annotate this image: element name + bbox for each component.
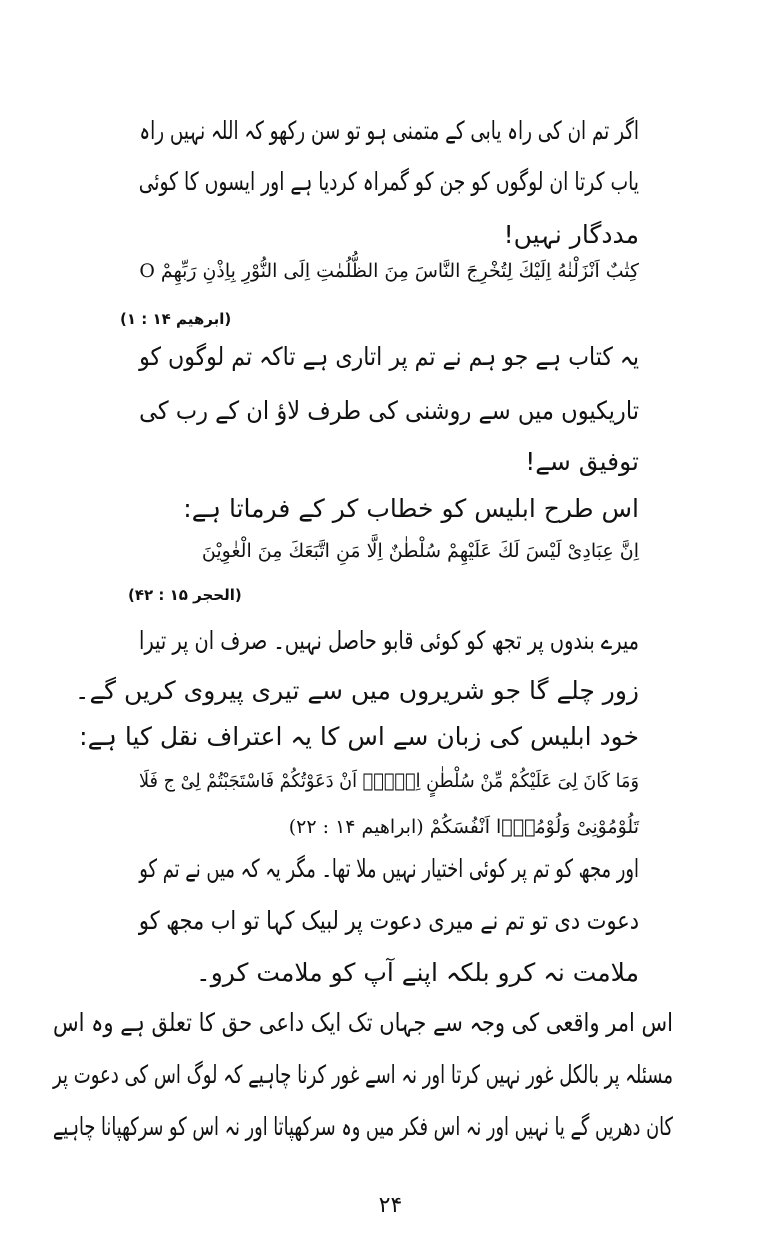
text-line-15: مسئلہ پر بالکل غور نہیں کرتا اور نہ اسے غور کرنا چاہیے کہ لوگ اس کی دعوت پر bbox=[53, 1060, 673, 1089]
quran-verse-3: وَمَا كَانَ لِیَ عَلَیْكُمْ مِّنْ سُلْطٰنٍ اِلَّاۤ اَنْ دَعَوْتُكُمْ فَاسْتَجَبْتُمْ لِیْ ج فَلَا bbox=[139, 770, 640, 792]
page-number: ۲۴ bbox=[378, 1193, 403, 1218]
text-line-4: یہ کتاب ہے جو ہم نے تم پر اتاری ہے تاکہ تم لوگوں کو bbox=[139, 342, 639, 371]
verse-reference-2: (الحجر ۱۵ : ۴۲) bbox=[128, 586, 242, 604]
text-line-13: ملامت نہ کرو بلکہ اپنے آپ کو ملامت کرو۔ bbox=[196, 958, 639, 987]
text-line-16: کان دھریں گے یا نہیں اور نہ اس فکر میں وہ سرکھپاتا اور نہ اس کو سرکھپانا چاہیے bbox=[52, 1112, 673, 1141]
text-line-8: میرے بندوں پر تجھ کو کوئی قابو حاصل نہیں۔ صرف ان پر تیرا bbox=[139, 626, 639, 655]
quran-verse-3-cont: تَلُوْمُوْنِیْ وَلُوْمُوْۤا اَنْفُسَكُمْ (ابراھیم ۱۴ : ۲۲) bbox=[288, 816, 639, 838]
text-line-2: یاب کرتا ان لوگوں کو جن کو گمراہ کردیا ہے اور ایسوں کا کوئی bbox=[138, 167, 639, 196]
text-line-7: اس طرح ابلیس کو خطاب کر کے فرماتا ہے: bbox=[183, 494, 639, 523]
text-line-3: مددگار نہیں! bbox=[503, 220, 639, 249]
text-line-9: زور چلے گا جو شریروں میں سے تیری پیروی کریں گے۔ bbox=[74, 676, 639, 705]
text-line-10: خود ابلیس کی زبان سے اس کا یہ اعتراف نقل کیا ہے: bbox=[79, 722, 639, 751]
verse-reference-1: (ابرھیم ۱۴ : ۱) bbox=[120, 310, 232, 328]
text-line-5: تاریکیوں میں سے روشنی کی طرف لاؤ ان کے رب کی bbox=[139, 396, 639, 425]
text-line-11: اور مجھ کو تم پر کوئی اختیار نہیں ملا تھا۔ مگر یہ کہ میں نے تم کو bbox=[139, 854, 639, 883]
text-line-1: اگر تم ان کی راہ یابی کے متمنی ہو تو سن رکھو کہ اللہ نہیں راہ bbox=[139, 116, 640, 145]
text-line-14: اس امر واقعی کی وجہ سے جہاں تک ایک داعی حق کا تعلق ہے وہ اس bbox=[52, 1008, 673, 1037]
text-line-6: توفیق سے! bbox=[525, 447, 639, 476]
quran-verse-2: اِنَّ عِبَادِیْ لَیْسَ لَكَ عَلَیْهِمْ سُلْطٰنٌ اِلَّا مَنِ اتَّبَعَكَ مِنَ الْغٰوِیْنَ bbox=[201, 540, 639, 562]
text-line-12: دعوت دی تو تم نے میری دعوت پر لبیک کہا تو اب مجھ کو bbox=[138, 906, 639, 935]
quran-verse-1: كِتٰبٌ اَنْزَلْنٰهُ اِلَیْكَ لِتُخْرِجَ النَّاسَ مِنَ الظُّلُمٰتِ اِلَى النُّوْرِ بِاِذْنِ رَبِّهِمْ O bbox=[139, 260, 639, 282]
